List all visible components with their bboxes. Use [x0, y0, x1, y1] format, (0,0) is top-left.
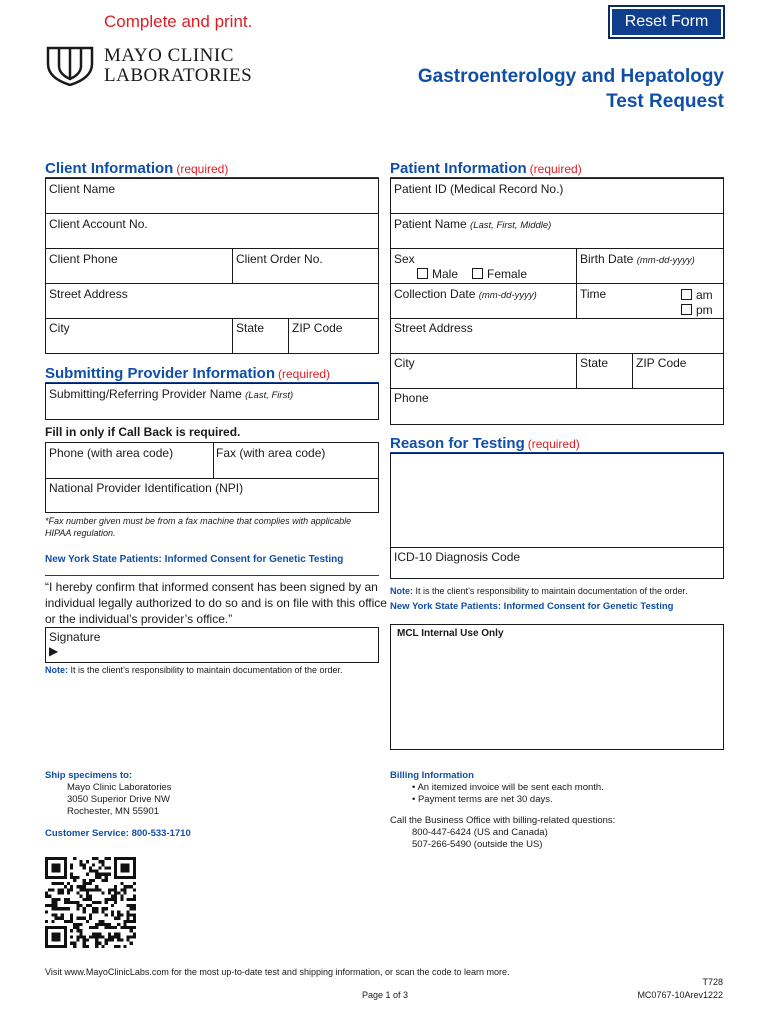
patient-info-heading: Patient Information (required) — [390, 160, 582, 177]
footer-visit-text: Visit www.MayoClinicLabs.com for the most up-to-date test and shipping information, or scan the code to learn more. — [45, 967, 510, 977]
client-street-field[interactable]: Street Address — [49, 287, 128, 301]
sex-female-checkbox[interactable]: Female — [472, 267, 527, 281]
patient-street-field[interactable]: Street Address — [394, 321, 473, 335]
internal-use-box — [390, 624, 724, 750]
provider-info-heading: Submitting Provider Information (required) — [45, 365, 331, 382]
qr-code-icon[interactable] — [45, 857, 136, 953]
reason-note: Note: It is the client’s responsibility to maintain documentation of the order. — [390, 586, 688, 596]
customer-service: Customer Service: 800-533-1710 — [45, 828, 191, 839]
billing-phones: 800-447-6424 (US and Canada) 507-266-5490 (outside the US) — [412, 827, 548, 850]
complete-and-print-text: Complete and print. — [104, 12, 253, 31]
client-order-field[interactable]: Client Order No. — [236, 252, 323, 266]
patient-name-field[interactable]: Patient Name (Last, First, Middle) — [394, 217, 552, 231]
signature-label: Signature — [49, 630, 101, 644]
sex-label: Sex — [394, 252, 415, 266]
provider-phone-field[interactable]: Phone (with area code) — [49, 446, 174, 460]
page-number: Page 1 of 3 — [362, 990, 409, 1000]
collection-date-field[interactable]: Collection Date (mm-dd-yyyy) — [394, 287, 537, 301]
sex-male-checkbox[interactable]: Male — [417, 267, 458, 281]
logo-wordmark: MAYO CLINIC LABORATORIES — [104, 45, 253, 86]
signature-arrow-icon: ▶ — [49, 644, 59, 658]
time-am-checkbox[interactable]: am — [681, 288, 713, 302]
signature-box[interactable] — [45, 627, 379, 663]
client-name-field[interactable]: Client Name — [49, 182, 116, 196]
billing-bullets: • An itemized invoice will be sent each month. • Payment terms are net 30 days. — [412, 782, 604, 805]
provider-fax-field[interactable]: Fax (with area code) — [216, 446, 326, 460]
billing-heading: Billing Information — [390, 770, 474, 781]
icd10-field[interactable]: ICD-10 Diagnosis Code — [394, 550, 521, 564]
billing-call: Call the Business Office with billing-related questions: — [390, 815, 616, 826]
consent-rule — [45, 575, 379, 576]
patient-city-field[interactable]: City — [394, 356, 415, 370]
provider-name-box — [45, 383, 379, 420]
client-info-box — [45, 178, 379, 354]
provider-name-field[interactable]: Submitting/Referring Provider Name (Last, First) — [49, 387, 294, 401]
internal-use-label: MCL Internal Use Only — [397, 628, 504, 639]
client-zip-field[interactable]: ZIP Code — [292, 321, 343, 335]
consent-statement: “I hereby confirm that informed consent has been signed by an individual legally authorized to do so and is on file with this office or the individual’s provider’s office.” — [45, 580, 387, 626]
provider-npi-field[interactable]: National Provider Identification (NPI) — [49, 481, 244, 495]
patient-state-field[interactable]: State — [580, 356, 609, 370]
patient-phone-field[interactable]: Phone — [394, 391, 429, 405]
patient-zip-field[interactable]: ZIP Code — [636, 356, 687, 370]
ship-heading: Ship specimens to: — [45, 770, 133, 781]
client-city-field[interactable]: City — [49, 321, 70, 335]
reset-form-button[interactable]: Reset Form — [609, 6, 724, 38]
client-account-field[interactable]: Client Account No. — [49, 217, 148, 231]
callback-instruction: Fill in only if Call Back is required. — [45, 425, 241, 439]
client-phone-field[interactable]: Client Phone — [49, 252, 118, 266]
callback-box — [45, 442, 379, 513]
reason-box[interactable] — [390, 453, 724, 579]
revision-code: MC0767-10Arev1222 — [637, 990, 723, 1000]
consent-note: Note: It is the client’s responsibility to maintain documentation of the order. — [45, 665, 343, 675]
fax-note: *Fax number given must be from a fax machine that complies with applicable HIPAA regulation. — [45, 516, 352, 538]
document-title: Gastroenterology and Hepatology Test Request — [417, 66, 724, 112]
time-pm-checkbox[interactable]: pm — [681, 303, 713, 317]
collection-time-field[interactable]: Time — [580, 287, 607, 301]
ny-consent-heading: New York State Patients: Informed Consent for Genetic Testing — [45, 554, 344, 565]
client-info-heading: Client Information (required) — [45, 160, 229, 177]
client-state-field[interactable]: State — [236, 321, 265, 335]
ship-address: Mayo Clinic Laboratories 3050 Superior Drive NW Rochester, MN 55901 — [67, 782, 172, 817]
reason-heading: Reason for Testing (required) — [390, 435, 580, 452]
patient-id-field[interactable]: Patient ID (Medical Record No.) — [394, 182, 564, 196]
mayo-shield-logo-icon — [45, 46, 95, 91]
birth-date-field[interactable]: Birth Date (mm-dd-yyyy) — [580, 252, 695, 266]
ny-consent-heading-right: New York State Patients: Informed Consent for Genetic Testing — [390, 601, 674, 612]
form-code: T728 — [702, 977, 723, 987]
patient-info-box — [390, 178, 724, 425]
